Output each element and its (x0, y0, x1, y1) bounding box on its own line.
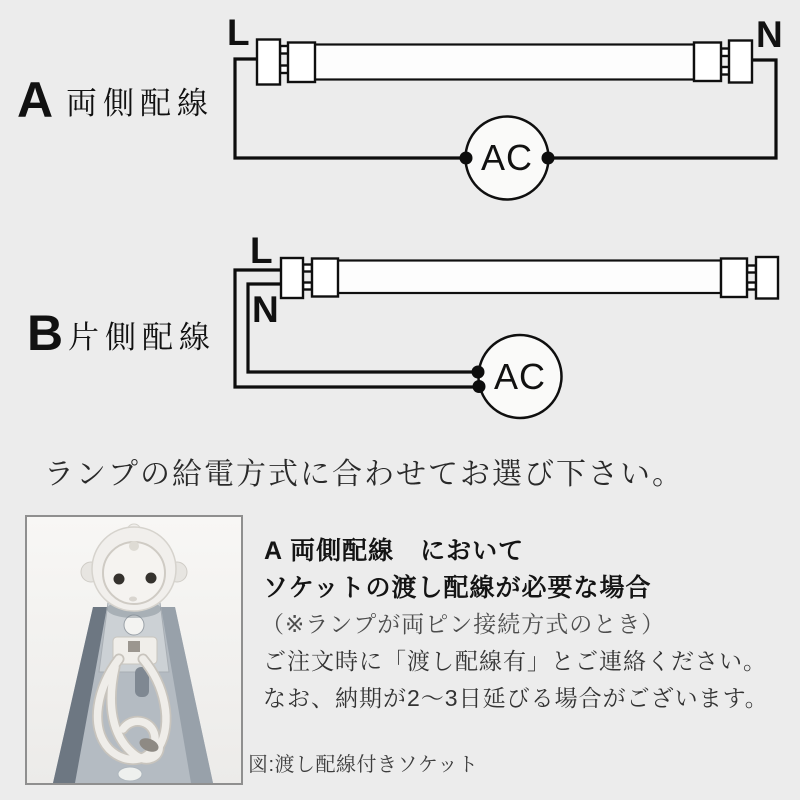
info-heading-line1: A 両側配線 において (264, 537, 525, 565)
connector-pin (128, 641, 140, 652)
lamp-end-cap-right (721, 259, 747, 298)
ac-source-label: AC (480, 137, 534, 178)
socket-right (729, 41, 752, 83)
info-note: （※ランプが両ピン接続方式のとき） (261, 611, 666, 637)
socket-left (281, 258, 303, 298)
socket-photo (25, 515, 243, 785)
connection-dot (542, 152, 555, 165)
pin-hole-left (114, 574, 125, 585)
socket-left (257, 40, 280, 85)
info-heading-line2: ソケットの渡し配線が必要な場合 (263, 574, 652, 602)
terminal-label-l: L (227, 12, 250, 53)
connection-dot (473, 380, 486, 393)
channel-hole (118, 767, 142, 781)
info-body-line2: なお、納期が2～3日延びる場合がございます。 (263, 685, 769, 711)
pin-hole-right (146, 573, 157, 584)
photo-caption: 図:渡し配線付きソケット (248, 754, 479, 776)
connection-dot (472, 366, 485, 379)
terminal-label-l: L (250, 230, 273, 271)
diagram-b-title: 片側配線 (68, 320, 216, 355)
socket-right (756, 257, 778, 299)
lamp-end-cap-left (312, 259, 338, 297)
diagram-b-id: B (27, 305, 64, 361)
terminal-label-n: N (252, 289, 279, 330)
lamp-pin (747, 266, 756, 273)
lamp-tube (337, 261, 721, 294)
diagram-a (0, 0, 800, 232)
lamp-pin (303, 283, 312, 290)
socket-notch (129, 541, 139, 551)
ac-source-label: AC (493, 356, 547, 397)
lamp-pin (747, 283, 756, 290)
instruction-text: ランプの給電方式に合わせてお選び下さい。 (44, 458, 684, 491)
lamp-tube (314, 45, 694, 80)
socket-dimple (129, 597, 137, 602)
socket-face (103, 542, 165, 604)
diagram-b (0, 230, 800, 432)
terminal-label-n: N (756, 14, 783, 55)
lamp-end-cap-right (694, 43, 721, 82)
socket-photo-illustration (27, 517, 241, 783)
diagram-a-title: 両側配線 (66, 86, 214, 121)
connection-dot (460, 152, 473, 165)
info-body-line1: ご注文時に「渡し配線有」とご連絡ください。 (263, 648, 767, 674)
lamp-end-cap-left (288, 43, 315, 83)
lamp-pin (303, 265, 312, 272)
diagram-a-id: A (17, 72, 54, 128)
